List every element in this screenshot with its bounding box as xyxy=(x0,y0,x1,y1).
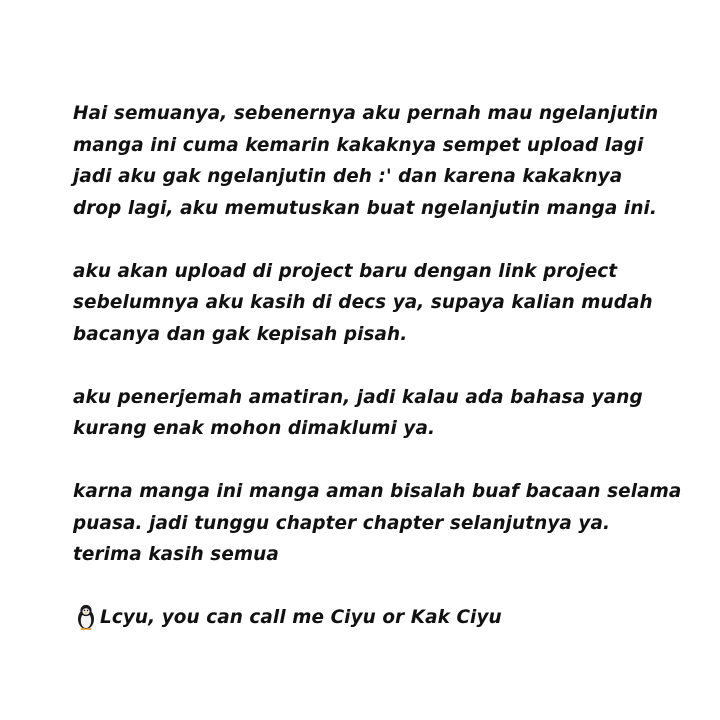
text-line: aku penerjemah amatiran, jadi kalau ada bahasa yang xyxy=(73,386,643,408)
text-line: aku akan upload di project baru dengan link project xyxy=(73,260,618,282)
paragraph-closing xyxy=(73,476,703,571)
text-line: Hai semuanya, sebenernya aku pernah mau ngelanjutin xyxy=(73,103,659,124)
signature-text: Lcyu, you can call me Ciyu or Kak Ciyu xyxy=(100,607,502,628)
paragraph-translator-note xyxy=(73,382,703,445)
note-text xyxy=(73,98,703,634)
paragraph-gap xyxy=(73,350,703,382)
paragraph-intro xyxy=(73,98,703,224)
penguin-icon xyxy=(75,604,97,630)
paragraph-upload-info xyxy=(73,256,703,351)
paragraph-gap xyxy=(73,571,703,603)
text-line: drop lagi, aku memutuskan buat ngelanjutin manga ini. xyxy=(73,197,658,219)
paragraph-gap xyxy=(73,445,703,477)
text-line: karna manga ini manga aman bisalah buaf bacaan selama xyxy=(73,481,682,502)
text-line: manga ini cuma kemarin kakaknya sempet upload lagi xyxy=(73,134,644,156)
text-line: jadi aku gak ngelanjutin deh :' dan karena kakaknya xyxy=(73,166,623,187)
paragraph-gap xyxy=(73,224,703,256)
text-line: kurang enak mohon dimaklumi ya. xyxy=(73,418,436,439)
text-line: puasa. jadi tunggu chapter chapter selanjutnya ya. xyxy=(73,512,611,534)
text-line: sebelumnya aku kasih di decs ya, supaya kalian mudah xyxy=(73,292,653,313)
text-line: bacanya dan gak kepisah pisah. xyxy=(73,323,408,345)
text-line: terima kasih semua xyxy=(73,544,279,565)
signature xyxy=(73,602,703,634)
